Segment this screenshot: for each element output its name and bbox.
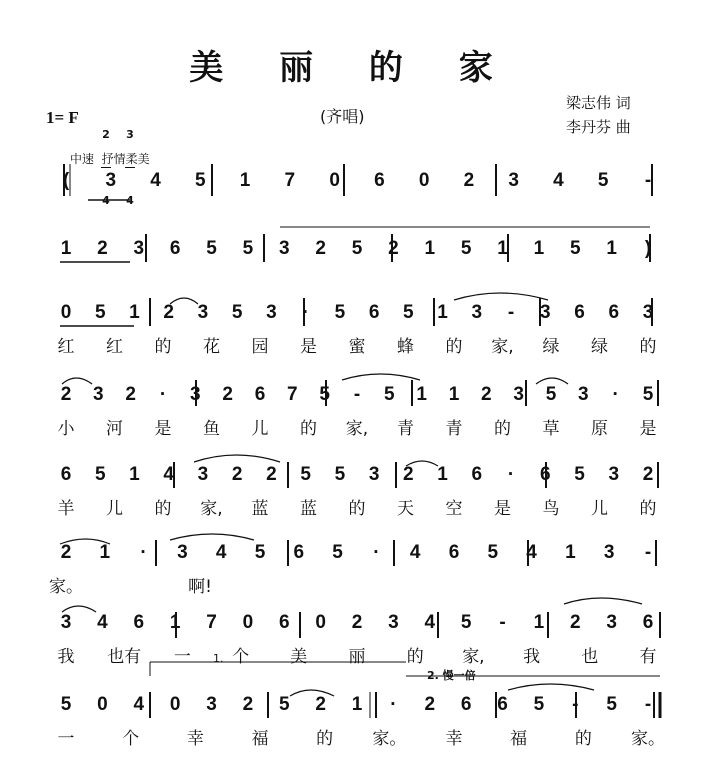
note: 3 [471, 302, 483, 323]
note: 5 [94, 464, 106, 485]
lyric-char: 绿 [542, 337, 560, 357]
note: 5 [545, 384, 557, 405]
note: 5 [597, 170, 609, 191]
note: 3 [197, 464, 209, 485]
note: 2 [60, 384, 72, 405]
note: 3 [606, 612, 617, 633]
lyric-char: 的 [639, 337, 657, 357]
lyric-char: 红 [106, 337, 123, 357]
lyric-char: 草 [542, 419, 560, 439]
note: 6 [293, 542, 305, 563]
lyric-char: 原 [591, 419, 608, 439]
lyric-row [0, 642, 704, 668]
lyric-char: 河 [106, 419, 123, 439]
lyric-char: 蜂 [397, 337, 414, 357]
note: 6 [60, 464, 72, 485]
note: 5 [574, 464, 585, 485]
note: 0 [97, 694, 108, 715]
note: 1 [424, 238, 436, 259]
note: 5 [460, 238, 472, 259]
key-signature: 1= F [46, 108, 79, 127]
lyric-char: 鸟 [542, 499, 560, 519]
note: 2 [315, 238, 326, 259]
lyric-char: 小 [57, 419, 75, 439]
note: ) [644, 238, 652, 259]
note: - [644, 170, 652, 191]
note: 6 [368, 302, 380, 323]
lyric-char: 家, [200, 499, 223, 519]
lyric-char: 我 [57, 647, 75, 667]
note: 5 [351, 238, 363, 259]
lyric-char: 家, [462, 647, 485, 667]
volta-2-label: 2. 慢一倍 [427, 669, 476, 682]
note: 3 [133, 238, 145, 259]
note: 1 [416, 384, 427, 405]
lyric-char: 家。 [372, 729, 407, 749]
lyric-char: 家, [345, 419, 369, 439]
lyricist-credit: 梁志伟 词 [566, 94, 631, 112]
note: 2 [231, 464, 243, 485]
note: 1 [606, 238, 617, 259]
lyric-char: 的 [574, 729, 592, 749]
note: 5 [278, 694, 290, 715]
note: 6 [374, 170, 385, 191]
note: 1 [437, 302, 448, 323]
note: 6 [608, 302, 620, 323]
note: 3 [266, 302, 277, 323]
lyric-row [0, 414, 704, 440]
note: 0 [242, 612, 254, 633]
note: 3 [603, 542, 615, 563]
note: 3 [278, 238, 290, 259]
note: 6 [448, 542, 460, 563]
note: 2 [222, 384, 233, 405]
note: 3 [206, 694, 217, 715]
lyric-char: 福 [510, 729, 528, 749]
lyric-char: 一 [57, 729, 75, 749]
lyric-char: 是 [494, 499, 511, 519]
lyric-char: 有 [639, 647, 657, 667]
lyric-char: 的 [406, 647, 424, 667]
note: 6 [539, 464, 551, 485]
lyric-char: 的 [154, 499, 172, 519]
note: 0 [169, 694, 181, 715]
note: 2 [642, 464, 654, 485]
note: · [612, 384, 619, 405]
note: 5 [206, 238, 217, 259]
meter-bottom: 4 [102, 194, 110, 207]
lyric-char: 蓝 [300, 499, 317, 519]
note: 2 [60, 542, 72, 563]
lyric-char: 天 [397, 499, 414, 519]
lyric-row [0, 494, 704, 520]
note: 2 [97, 238, 108, 259]
note: 5 [231, 302, 243, 323]
note: 0 [329, 170, 340, 191]
note: · [159, 384, 167, 405]
song-title: 美 丽 的 家 [189, 48, 515, 88]
note: 3 [177, 542, 188, 563]
note: 2 [403, 464, 414, 485]
note: 5 [334, 302, 346, 323]
lyric-char: 的 [154, 337, 172, 357]
note: 7 [206, 612, 217, 633]
note: 2 [463, 170, 475, 191]
note: 7 [284, 170, 296, 191]
lyric-char: 的 [348, 499, 366, 519]
note: 1 [448, 384, 460, 405]
note: 5 [300, 464, 311, 485]
lyric-char: 美 [290, 647, 308, 667]
note: - [572, 694, 579, 715]
lyric-char: 幸 [186, 729, 204, 749]
note: 3 [368, 464, 380, 485]
note: - [507, 302, 515, 323]
note: 0 [418, 170, 430, 191]
lyric-char: 红 [57, 337, 75, 357]
lyric-char: 是 [300, 337, 317, 357]
note: 4 [97, 612, 108, 633]
note: - [644, 694, 652, 715]
note: 0 [60, 302, 72, 323]
note: 1 [129, 464, 140, 485]
note: 3 [513, 384, 524, 405]
lyric-char: 也有 [107, 647, 142, 667]
note: 2 [163, 302, 174, 323]
note: 6 [460, 694, 472, 715]
note: 2 [266, 464, 277, 485]
note: 3 [539, 302, 551, 323]
notation-row [0, 238, 704, 278]
note: 5 [195, 170, 206, 191]
note: 4 [424, 612, 436, 633]
note: 6 [497, 694, 508, 715]
note: 4 [133, 694, 145, 715]
note: 5 [242, 238, 254, 259]
lyric-char: 福 [251, 729, 269, 749]
note: 2 [125, 384, 136, 405]
lyric-char: 家。 [631, 729, 665, 749]
note: 2 [351, 612, 363, 633]
note: 4 [163, 464, 174, 485]
lyric-char: 的 [300, 419, 317, 439]
lyric-char: 的 [445, 337, 463, 357]
note: 0 [315, 612, 326, 633]
lyric-row [0, 332, 704, 358]
volta-1-label: 1. [213, 652, 224, 665]
note: 4 [553, 170, 564, 191]
note: 4 [215, 542, 227, 563]
note: 1 [351, 694, 363, 715]
note: 3 [578, 384, 589, 405]
lyric-char: 的 [639, 499, 657, 519]
note: 6 [642, 612, 654, 633]
note: 6 [169, 238, 181, 259]
note: 1 [129, 302, 140, 323]
lyric-char: 的 [316, 729, 334, 749]
note: 4 [150, 170, 161, 191]
note: 1 [497, 238, 508, 259]
note: 1 [169, 612, 181, 633]
composer-credit: 李丹芬 曲 [566, 118, 631, 136]
meter-bottom: 4 [126, 194, 134, 207]
lyric-char: 羊 [57, 499, 75, 519]
note: 2 [424, 694, 436, 715]
note: 1 [533, 612, 545, 633]
lyric-char: 是 [639, 419, 657, 439]
note: · [302, 302, 309, 323]
lyric-char: 幸 [445, 729, 463, 749]
note: 5 [60, 694, 72, 715]
lyric-char: 个 [232, 647, 250, 667]
lyric-char: 儿 [591, 499, 608, 519]
note: 6 [133, 612, 145, 633]
lyric-char: 一 [173, 647, 191, 667]
lyric-char: 鱼 [203, 419, 220, 439]
note: 5 [384, 384, 395, 405]
lyric-char: 绿 [591, 337, 608, 357]
note: 5 [94, 302, 106, 323]
note: 1 [60, 238, 72, 259]
note: 5 [334, 464, 346, 485]
note: 5 [332, 542, 343, 563]
tempo-marking: 中速 抒情柔美 [70, 152, 150, 166]
note: · [373, 542, 380, 563]
note: 1 [99, 542, 111, 563]
note: 3 [93, 384, 104, 405]
note: 2 [388, 238, 399, 259]
note: 3 [197, 302, 209, 323]
note: 5 [403, 302, 414, 323]
note: 5 [487, 542, 499, 563]
note: · [507, 464, 515, 485]
note: 6 [574, 302, 585, 323]
note: - [499, 612, 506, 633]
lyric-row [0, 724, 704, 750]
note: 5 [642, 384, 654, 405]
note: 6 [254, 384, 266, 405]
note: 2 [315, 694, 326, 715]
lyric-char: 花 [203, 337, 220, 357]
lyric-char: 是 [154, 419, 172, 439]
note: 3 [642, 302, 654, 323]
note: 6 [278, 612, 290, 633]
lyric-char: 我 [523, 647, 541, 667]
lyric-char: 青 [445, 419, 463, 439]
notation-row [0, 170, 704, 210]
note: 3 [105, 170, 117, 191]
meter-top: 2 [102, 128, 110, 141]
note: 4 [526, 542, 537, 563]
note: 5 [606, 694, 617, 715]
lyric-char: 园 [251, 337, 269, 357]
note: 5 [319, 384, 330, 405]
lyric-char: 家, [491, 337, 514, 357]
lyric-row [0, 572, 704, 598]
lyric-char: 的 [494, 419, 511, 439]
note: 3 [60, 612, 72, 633]
note: 5 [254, 542, 266, 563]
note: 1 [533, 238, 545, 259]
note: 2 [242, 694, 254, 715]
note: 6 [471, 464, 483, 485]
note: 2 [481, 384, 492, 405]
lyric-char: 也 [581, 647, 599, 667]
note: 3 [388, 612, 399, 633]
lyric-char: 家。 [49, 577, 83, 597]
note: · [140, 542, 147, 563]
lyric-char: 蓝 [251, 499, 269, 519]
performance-mode: (齐唱) [320, 107, 365, 126]
lyric-char: 啊! [188, 577, 212, 597]
note: 1 [239, 170, 251, 191]
note: 5 [460, 612, 472, 633]
note: 5 [533, 694, 545, 715]
note: 1 [437, 464, 448, 485]
note: 5 [569, 238, 581, 259]
note: ( [62, 170, 70, 191]
note: 3 [608, 464, 620, 485]
lyric-char: 青 [397, 419, 414, 439]
note: 7 [287, 384, 298, 405]
lyric-char: 蜜 [348, 337, 366, 357]
note: 3 [508, 170, 519, 191]
note: 2 [569, 612, 581, 633]
lyric-char: 个 [122, 729, 140, 749]
meter-top: 3 [126, 128, 134, 141]
lyric-char: 儿 [106, 499, 123, 519]
lyric-char: 丽 [348, 647, 366, 667]
note: 1 [565, 542, 576, 563]
lyric-char: 空 [445, 499, 463, 519]
note: - [644, 542, 652, 563]
lyric-char: 儿 [251, 419, 269, 439]
note: 3 [190, 384, 201, 405]
note: 4 [409, 542, 421, 563]
note: - [353, 384, 361, 405]
note: · [390, 694, 397, 715]
